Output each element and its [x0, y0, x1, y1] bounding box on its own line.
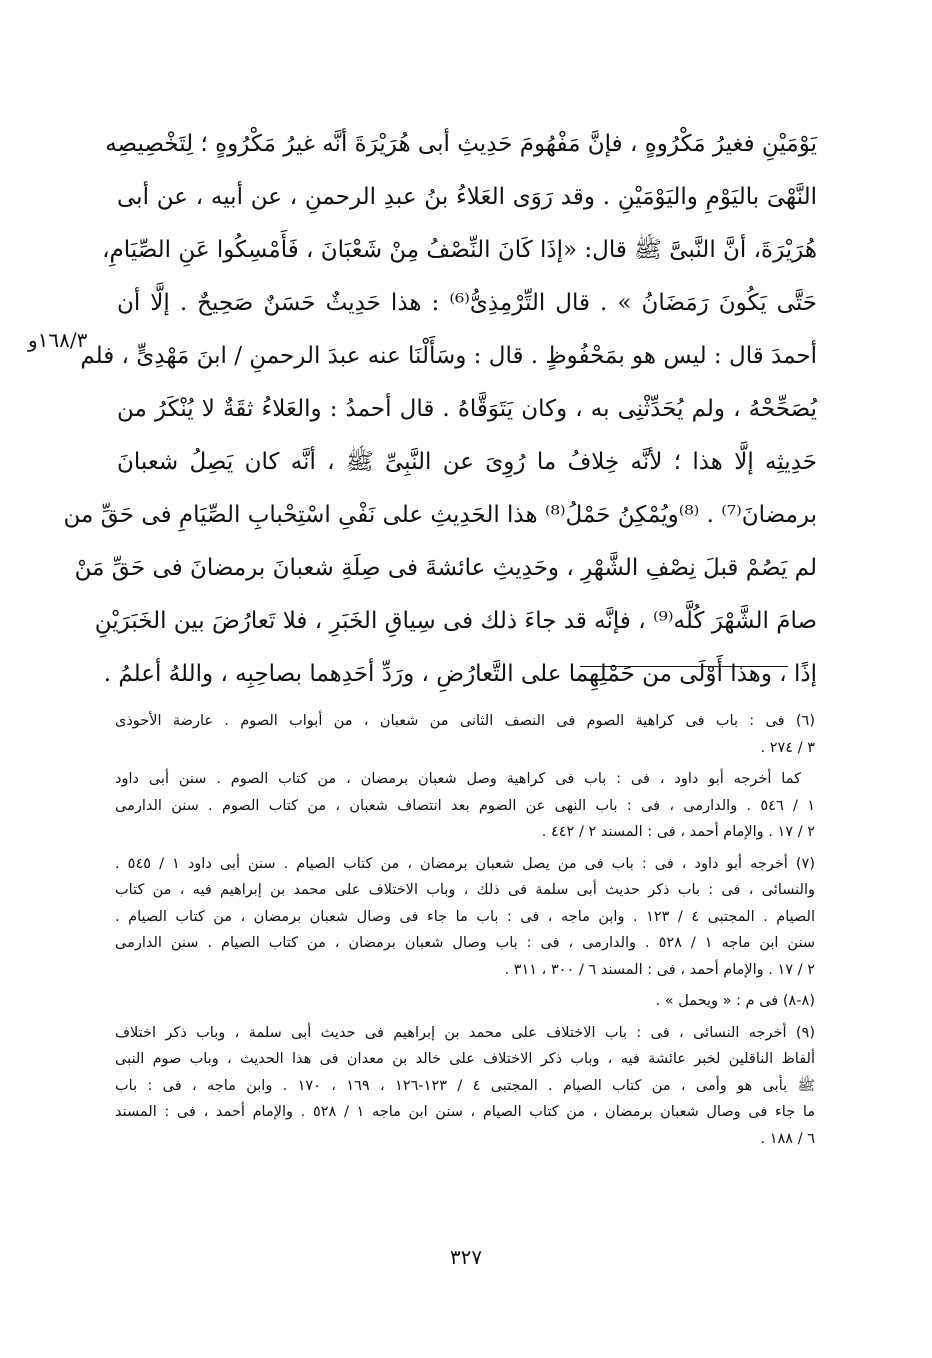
footnote-line: كما أخرجه أبو داود ، فى : باب فى كراهية وصل شعبان برمضان ، من كتاب الصوم . سنن أبى داود [115, 771, 801, 787]
footnote-line: (٩) أخرجه النسائى ، فى : باب الاختلاف على محمد بن إبراهيم فى حديث أبى سلمة ، وباب ذكر اختلاف [115, 1024, 815, 1041]
footnote-line: ٢ / ١٧ . والإمام أحمد ، فى : المسند ٦ / ٣٠٠ ، ٣١١ . [504, 961, 815, 978]
footnote-line: (٧) أخرجه أبو داود ، فى : باب فى من يصل شعبان برمضان ، من كتاب الصيام . سنن أبى داود ١ / ٥٤٥ . [115, 855, 815, 872]
footnote-6 [115, 708, 815, 761]
main-text-line: إذًا ، وهذا أَوْلَى من حَمْلِهِما على التَّعارُضِ ، ورَدِّ أحَدِهما بصاحِبِه ، واللهُ أعلمُ . [103, 661, 817, 687]
footnote-line: ما جاء فى وصال شعبان برمضان ، من كتاب الصيام ، سنن ابن ماجه ١ / ٥٢٨ . والإمام أحمد ، فى : المسند [115, 1104, 816, 1120]
footnote-6-continued [115, 766, 815, 846]
footnote-line: ٢ / ١٧ . والإمام أحمد ، فى : المسند ٢ / ٤٤٢ . [541, 824, 815, 840]
main-text-line: حَدِيثِه إلَّا هذا ؛ لأنَّه خِلافُ ما رُوِىَ عن النَّبِىِّ ﷺ ، أنَّه كان يَصِلُ شعبانَ [117, 449, 818, 475]
main-text-line: برمضانَ⁽⁷⁾ . ⁽⁸⁾ويُمْكِنُ حَمْلُ⁽⁸⁾ هذا الحَدِيثِ على نَفْىِ اسْتِحْبابِ الصِّيَامِ فى حَقِّ من [63, 502, 817, 528]
manuscript-folio-reference: ١٦٨/٣و [28, 328, 88, 352]
footnote-line: ألفاظ الناقلين لخبر عائشة فيه ، وباب ذكر الاختلاف على خالد بن معدان فى هذا الحديث ، وباب صوم النبى [115, 1051, 815, 1067]
footnote-line: الصيام . المجتبى ٤ / ١٢٣ . وابن ماجه ، فى : باب ما جاء فى وصال شعبان برمضان ، من كتاب الصيام . [115, 908, 816, 925]
footnote-line: والنسائى ، فى : باب ذكر حديث أبى سلمة فى ذلك ، وباب الاختلاف على محمد بن إبراهيم فيه ، من كتاب [115, 882, 815, 898]
main-text-line: يُصَحِّحْهُ ، ولم يُحَدِّثْنِى به ، وكان يَتَوَقَّاهُ . قال أحمدُ : والعَلاءُ ثقَةٌ لا يُنْكَرُ من [117, 396, 817, 422]
main-text-line: يَوْمَيْنِ فغيرُ مَكْرُوهٍ ، فإنَّ مَفْهُومَ حَدِيثِ أبى هُرَيْرَةَ أنَّه غيرُ مَكْرُوهٍ ؛ لِتَخْصِيصِه [105, 131, 817, 157]
footnote-separator [580, 666, 788, 667]
footnote-line: (٦) فى : باب فى كراهية الصوم فى النصف الثانى من شعبان ، من أبواب الصوم . عارضة الأحوذى [115, 713, 815, 729]
footnote-9 [115, 1020, 815, 1153]
footnote-line: ٣ / ٢٧٤ . [760, 739, 815, 756]
footnote-line: ٦ / ١٨٨ . [760, 1130, 815, 1147]
main-text-line: لم يَصُمْ قبلَ نِصْفِ الشَّهْرِ ، وحَدِيثِ عائشةَ فى صِلَةِ شعبانَ برمضانَ فى حَقِّ مَنْ [74, 555, 817, 581]
footnote-7 [115, 851, 815, 984]
main-text-line: هُرَيْرَةَ، أنَّ النَّبىَّ ﷺ قال: «إذَا كَانَ النِّصْفُ مِنْ شَعْبَانَ ، فَأَمْسِكُوا عَنِ الصِّيَامِ، [102, 237, 817, 263]
main-text-line: حَتَّى يَكُونَ رَمَضَانُ » . قال التِّرْمِذِىُّ⁽⁶⁾ : هذا حَدِيثٌ حَسَنٌ صَحِيحٌ . إلَّا أن [117, 290, 817, 316]
footnote-line: (٨-٨) فى م : « ويحمل » . [655, 993, 815, 1009]
footnote-8 [115, 988, 815, 1015]
main-text-line: أحمدَ قال : ليس هو بمَحْفُوظٍ . قال : وسَأَلْنَا عنه عبدَ الرحمنِ / ابنَ مَهْدِىٍّ ، فلم [80, 343, 817, 369]
main-text-line: النَّهْىَ باليَوْمِ واليَوْمَيْنِ . وقد رَوَى العَلاءُ بنُ عبدِ الرحمنِ ، عن أبيه ، عن أبى [117, 184, 817, 210]
main-text-body [63, 118, 818, 701]
main-text-line: صامَ الشَّهْرَ كُلَّه⁽⁹⁾ ، فإنَّه قد جاءَ ذلك فى سِياقِ الخَبَرِ ، فلا تَعارُضَ بين الخَبَرَيْنِ [94, 608, 817, 634]
footnote-line: ١ / ٥٤٦ . والدارمى ، فى : باب النهى عن الصوم بعد انتصاف شعبان ، من كتاب الصوم . سنن الدارمى [115, 797, 815, 814]
page-number: ٣٢٧ [449, 1245, 483, 1269]
footnotes-section [115, 708, 815, 1157]
footnote-line: سنن ابن ماجه ١ / ٥٢٨ . والدارمى ، فى : باب وصال شعبان برمضان ، من كتاب الصيام . سنن الدارمى [115, 935, 815, 951]
footnote-line: ﷺ بأبى هو وأمى ، من كتاب الصيام . المجتبى ٤ / ١٢٣-١٢٦ ، ١٦٩ ، ١٧٠ . وابن ماجه ، فى : باب [115, 1077, 816, 1094]
